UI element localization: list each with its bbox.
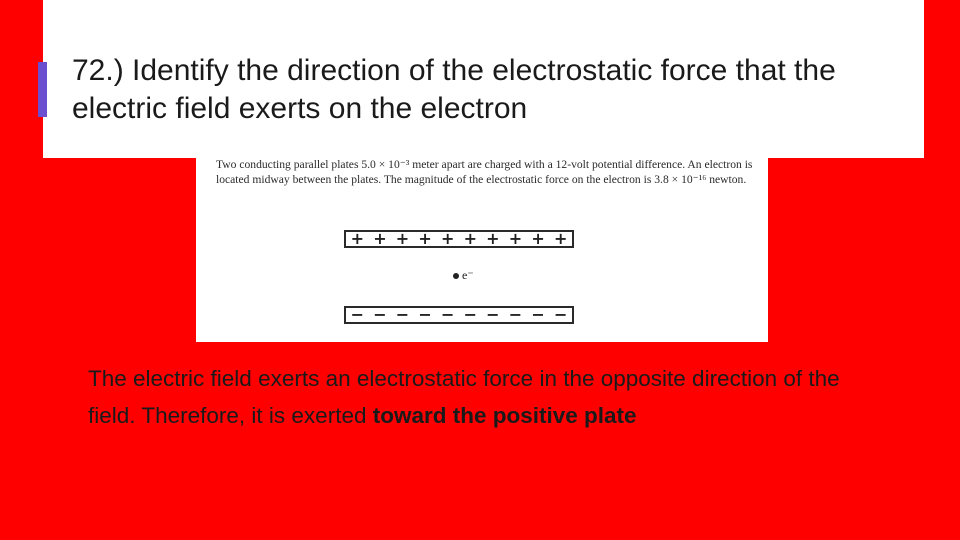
answer-plain: The electric field exerts an electrostatic force in the opposite direction of the field. Therefore, it is exerted [88, 366, 840, 428]
electron [453, 268, 474, 283]
plus-sign: + [463, 229, 477, 248]
plus-sign: + [508, 229, 523, 248]
minus-sign: − [373, 305, 387, 324]
electron-dot [453, 273, 459, 279]
answer-text [88, 360, 868, 434]
slide-title: 72.) Identify the direction of the electrostatic force that the electric field exerts on the electron [72, 54, 836, 125]
minus-sign: − [395, 305, 410, 324]
plus-sign: + [350, 229, 364, 248]
plus-sign: + [553, 229, 568, 248]
plus-sign: + [486, 229, 500, 248]
electron-label: e⁻ [462, 268, 474, 282]
negative-plate [344, 306, 574, 324]
minus-sign: − [350, 305, 364, 324]
plus-sign: + [531, 229, 545, 248]
minus-sign: − [531, 305, 545, 324]
accent-bar [38, 62, 47, 117]
minus-sign: − [463, 305, 477, 324]
minus-sign: − [553, 305, 568, 324]
minus-sign: − [418, 305, 432, 324]
positive-plate [344, 230, 574, 248]
minus-sign: − [486, 305, 500, 324]
minus-sign: − [508, 305, 523, 324]
plus-sign: + [440, 229, 455, 248]
plus-sign: + [418, 229, 432, 248]
problem-figure [196, 150, 768, 342]
plus-sign: + [373, 229, 387, 248]
plus-sign: + [395, 229, 410, 248]
problem-text: Two conducting parallel plates 5.0 × 10⁻³ meter apart are charged with a 12-volt potential difference. An electron is located midway between the plates. The magnitude of the electrostatic force on the electron is 3.8 × 10⁻¹⁶ newton. [216, 158, 753, 186]
answer-bold: toward the positive plate [372, 403, 637, 428]
minus-sign: − [440, 305, 455, 324]
